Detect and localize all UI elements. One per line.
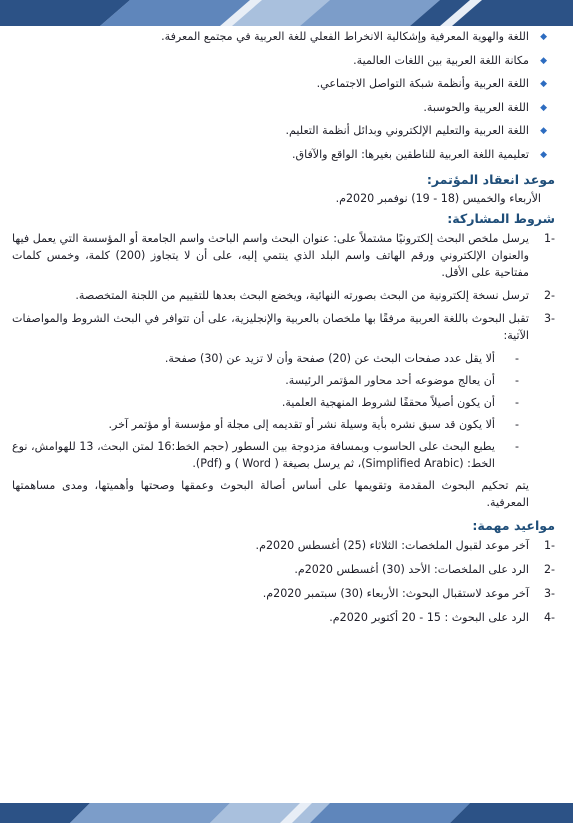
diamond-bullet-icon: ◆ [540,55,547,66]
topic-item [12,124,559,138]
conditions-heading: شروط المشاركة: [447,211,555,226]
topic-text: اللغة العربية والحوسبة. [423,100,529,114]
specification-item [12,372,559,389]
item-number: 1- [543,232,555,245]
topic-text: اللغة العربية والتعليم الإلكتروني وبدائل أنظمة التعليم. [285,124,529,137]
evaluation-note: يتم تحكيم البحوث المقدمة وتقويمها على أساس أصالة البحوث وعمقها وصحتها وأهميتها، ومدى مساهمتها المعرفية. [12,479,529,509]
item-number: 1- [543,539,555,552]
condition-item [12,287,559,304]
topic-text: اللغة والهوية المعرفية وإشكالية الانخراط الفعلي للغة العربية في مجتمع المعرفة. [161,30,529,43]
topic-text: اللغة العربية وأنظمة شبكة التواصل الاجتماعي. [316,77,529,90]
item-number: 3- [543,312,555,325]
specification-item [12,416,559,433]
diamond-bullet-icon: ◆ [540,126,547,136]
specifications-list [12,350,559,472]
dash-bullet-icon: - [514,396,519,409]
specification-item [12,394,559,411]
diamond-bullet-icon: ◆ [540,32,547,42]
topic-item [12,148,559,162]
dash-bullet-icon: - [514,440,519,453]
deadline-item [12,585,559,602]
condition-text: تقبل البحوث باللغة العربية مرفقًا بها ملخصان بالعربية والإنجليزية، على أن تتوافر في البحث الشروط والمواصفات الآتية: [12,312,529,342]
specification-text: ألا يقل عدد صفحات البحث عن (20) صفحة وأن لا تزيد عن (30) صفحة. [164,352,495,365]
condition-item [12,310,559,344]
specification-item [12,350,559,367]
deadline-item [12,561,559,578]
topic-text: تعليمية اللغة العربية للناطقين بغيرها: الواقع والآفاق. [291,147,529,161]
deadlines-list [12,537,559,626]
topic-item [12,54,559,68]
item-number: 4- [543,611,555,624]
dash-bullet-icon: - [514,418,519,431]
specification-text: أن يعالج موضوعه أحد محاور المؤتمر الرئيسة. [285,374,495,387]
topics-list [12,30,559,162]
topic-item [12,77,559,91]
deadline-text: آخر موعد لاستقبال البحوث: الأربعاء (30) سبتمبر 2020م. [262,587,529,600]
deadline-item [12,609,559,626]
deadline-text: آخر موعد لقبول الملخصات: الثلاثاء (25) أغسطس 2020م. [255,539,529,552]
topic-item [12,30,559,44]
specification-text: أن يكون أصيلاً محققًا لشروط المنهجية العلمية. [281,396,495,409]
item-number: 2- [543,289,555,302]
specification-text: يطبع البحث على الحاسوب وبمسافة مزدوجة بين السطور (حجم الخط:16 لمتن البحث، 13 للهوامش، نوع الخط: (Simplified Arabic)، ثم يرسل بصيغة ( Word ) و (Pdf). [12,440,495,470]
specification-item [12,438,559,472]
dash-bullet-icon: - [514,352,519,365]
document-body [12,30,559,633]
top-decorative-band [0,0,573,26]
condition-text: يرسل ملخص البحث إلكترونيًا مشتملاً على: عنوان البحث واسم الباحث واسم الجامعة أو المؤسسة التي يعمل فيها والعنوان الإلكتروني ورقم الهاتف واسم البلد الذي ينتمي إليه، على أن لا يتجاوز (200) كلمة، وخمس كلمات مفتاحية على الأقل. [12,232,529,279]
diamond-bullet-icon: ◆ [540,79,547,89]
condition-text: ترسل نسخة إلكترونية من البحث بصورته النهائية، ويخضع البحث بعدها للتقييم من اللجنة المتخصصة. [75,289,529,302]
deadline-item [12,537,559,554]
diamond-bullet-icon: ◆ [540,102,547,113]
topic-item [12,101,559,115]
diamond-bullet-icon: ◆ [540,149,547,160]
deadline-text: الرد على البحوث : 15 - 20 أكتوبر 2020م. [329,611,529,624]
dash-bullet-icon: - [514,374,519,387]
specification-text: ألا يكون قد سبق نشره بأية وسيلة نشر أو تقديمه إلى مجلة أو مؤسسة أو مؤتمر آخر. [108,418,495,431]
conference-date-text: الأربعاء والخميس (18 - 19) نوفمبر 2020م. [335,192,541,205]
deadline-text: الرد على الملخصات: الأحد (30) أغسطس 2020م. [294,563,529,576]
condition-item [12,230,559,281]
conditions-list [12,230,559,344]
item-number: 3- [543,587,555,600]
item-number: 2- [543,563,555,576]
deadlines-heading: مواعيد مهمة: [472,518,555,533]
topic-text: مكانة اللغة العربية بين اللغات العالمية. [353,53,529,67]
conference-date-heading: موعد انعقاد المؤتمر: [426,172,555,187]
bottom-decorative-band [0,803,573,823]
